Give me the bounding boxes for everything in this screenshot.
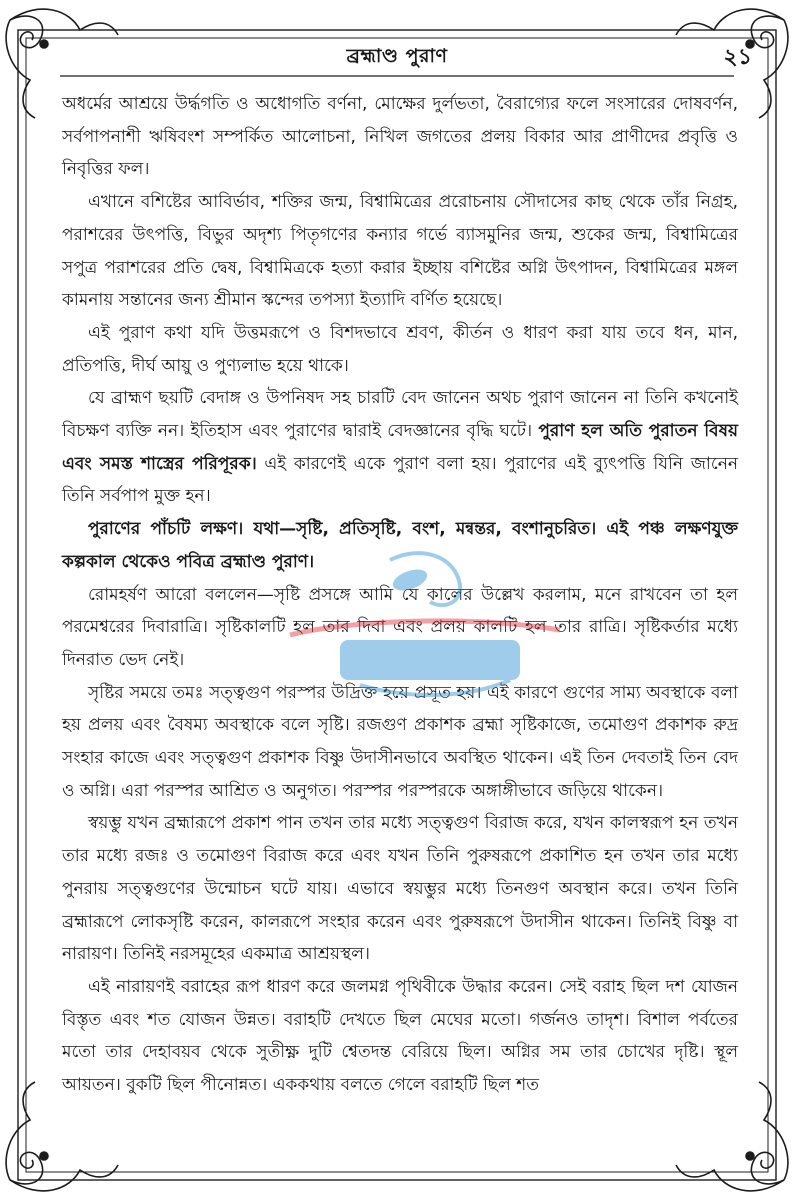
paragraph-text: এই পুরাণ কথা যদি উত্তমরূপে ও বিশদভাবে শ্রবণ, কীর্তন ও ধারণ করা যায় তবে ধন, মান, প্রতিপত্তি, দীর্ঘ আয়ু ও পুণ্যলাভ হয়ে থাকে। [62, 322, 738, 376]
paragraph-text: স্বয়ম্ভু যখন ব্রহ্মারূপে প্রকাশ পান তখন তার মধ্যে সত্ত্বগুণ বিরাজ করে, যখন কালস্বরূপ হন তখন তার মধ্যে রজঃ ও তমোগুণ বিরাজ করে এবং যখন তিনি পুরুষরূপে প্রকাশিত হন তখন তার মধ্যে পুনরায় সত্ত্বগুণের উন্মোচন ঘটে যায়। এভাবে স্বয়ম্ভুর মধ্যে তিনগুণ অবস্থান করে। তখন তিনি ব্রহ্মারূপে লোকসৃষ্টি করেন, কালরূপে সংহার করেন এবং পুরুষরূপে উদাসীন থাকেন। তিনিই বিষ্ণু বা নারায়ণ। তিনিই নরসমূহের একমাত্র আশ্রয়স্থল। [62, 813, 738, 965]
paragraph-8 [62, 807, 738, 971]
paragraph-text-after: এই কারণেই একে পুরাণ বলা হয়। পুরাণের এই ব্যুৎপত্তি যিনি জানেন তিনি সর্বপাপ মুক্ত হন। [62, 453, 738, 507]
paragraph-7 [62, 677, 738, 808]
body-text [62, 88, 738, 1102]
paragraph-text: রোমহর্ষণ আরো বললেন—সৃষ্টি প্রসঙ্গে আমি যে কালের উল্লেখ করলাম, মনে রাখবেন তা হল পরমেশ্বরের দিবারাত্রি। সৃষ্টিকালটি হল তার দিবা এবং প্রলয় কালটি হল তার রাত্রি। সৃষ্টিকর্তার মধ্যে দিনরাত ভেদ নেই। [62, 584, 738, 670]
running-header-title: ব্রহ্মাণ্ড পুরাণ [346, 45, 448, 67]
paragraph-3 [62, 317, 738, 382]
paragraph-text: যে ব্রাহ্মণ ছয়টি বেদাঙ্গ ও উপনিষদ সহ চারটি বেদ জানেন অথচ পুরাণ জানেন না তিনি কখনোই বিচক্ষণ ব্যক্তি নন। ইতিহাস এবং পুরাণের দ্বারাই বেদজ্ঞানের বৃদ্ধি ঘটে। [62, 388, 738, 442]
paragraph-9 [62, 971, 738, 1102]
paragraph-text: সৃষ্টির সময়ে তমঃ সত্ত্বগুণ পরস্পর উদ্রিক্ত হয়ে প্রসূত হয়। এই কারণে গুণের সাম্য অবস্থাকে বলা হয় প্রলয় এবং বৈষম্য অবস্থাকে বলে সৃষ্টি। রজগুণ প্রকাশক ব্রহ্মা সৃষ্টিকাজে, তমোগুণ প্রকাশক রুদ্র সংহার কাজে এবং সত্ত্বগুণ প্রকাশক বিষ্ণু উদাসীনভাবে অবস্থিত থাকেন। এই তিন দেবতাই তিন বেদ ও অগ্নি। এরা পরস্পর আশ্রিত ও অনুগত। পরস্পর পরস্পরকে অঙ্গাঙ্গীভাবে জড়িয়ে থাকেন। [62, 682, 738, 801]
paragraph-1 [62, 88, 738, 186]
page-number: ২১ [723, 45, 752, 70]
paragraph-text: এখানে বশিষ্টের আবির্ভাব, শক্তির জন্ম, বিশ্বামিত্রের প্ররোচনায় সৌদাসের কাছ থেকে তাঁর নিগ্রহ, পরাশরের উৎপত্তি, বিভুর অদৃশ্য পিতৃগণের কন্যার গর্ভে ব্যাসমুনির জন্ম, শুকের জন্ম, বিশ্বামিত্রের সপুত্র পরাশরের প্রতি দ্বেষ, বিশ্বামিত্রকে হত্যা করার ইচ্ছায় বশিষ্টের অগ্নি উৎপাদন, বিশ্বামিত্রের মঙ্গল কামনায় সন্তানের জন্য শ্রীমান স্কন্দের তপস্যা ইত্যাদি বর্ণিত হয়েছে। [62, 192, 738, 311]
paragraph-2 [62, 186, 738, 317]
paragraph-text: এই নারায়ণই বরাহের রূপ ধারণ করে জলমগ্ন পৃথিবীকে উদ্ধার করেন। সেই বরাহ ছিল দশ যোজন বিস্তৃত এবং শত যোজন উন্নত। বরাহটি দেখতে ছিল মেঘের মতো। গর্জনও তাদৃশ। বিশাল পর্বতের মতো তার দেহাবয়ব থেকে সুতীক্ষ্ণ দুটি শ্বেতদন্ত বেরিয়ে ছিল। অগ্নির সম তার চোখের দৃষ্টি। স্থূল আয়তন। বুকটি ছিল পীনোন্নত। এককথায় বলতে গেলে বরাহটি ছিল শত [62, 976, 738, 1096]
paragraph-bold-text: পুরাণ হল অতি পুরাতন বিষয় এবং সমস্ত শাস্ত্রের পরিপূরক। [62, 421, 739, 474]
paragraph-6 [62, 579, 738, 677]
paragraph-5 [62, 513, 738, 578]
paragraph-4 [62, 382, 738, 513]
paragraph-text: অধর্মের আশ্রয়ে উর্দ্ধগতি ও অধোগতি বর্ণনা, মোক্ষের দুর্লভতা, বৈরাগ্যের ফলে সংসারের দোষবর্ণন, সর্বপাপনাশী ঋষিবংশ সম্পর্কিত আলোচনা, নিখিল জগতের প্রলয় বিকার আর প্রাণীদের প্রবৃত্তি ও নিবৃত্তির ফল। [62, 94, 738, 180]
paragraph-bold-text: পুরাণের পাঁচটি লক্ষণ। যথা—সৃষ্টি, প্রতিসৃষ্টি, বংশ, মন্বন্তর, বংশানুচরিত। এই পঞ্চ লক্ষণযুক্ত কল্পকাল থেকেও পবিত্র ব্রহ্মাণ্ড পুরাণ। [62, 519, 738, 572]
